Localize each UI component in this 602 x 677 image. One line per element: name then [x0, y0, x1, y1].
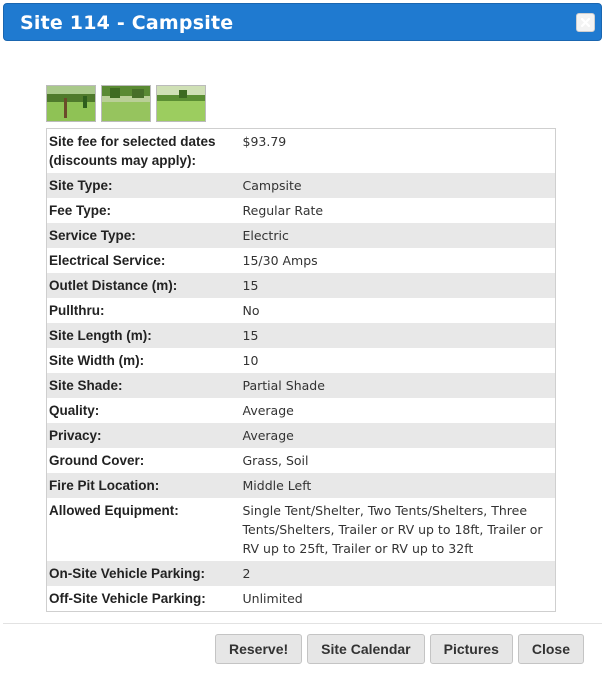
- dialog-buttons: [215, 634, 584, 664]
- detail-label: Ground Cover:: [49, 453, 145, 468]
- detail-row: [47, 348, 556, 373]
- detail-value: Electric: [242, 228, 289, 243]
- detail-value: Average: [242, 428, 294, 443]
- pictures-button[interactable]: Pictures: [430, 634, 513, 664]
- detail-value: Grass, Soil: [242, 453, 309, 468]
- detail-value: 15/30 Amps: [242, 253, 318, 268]
- close-icon[interactable]: [576, 13, 595, 32]
- detail-label: Pullthru:: [49, 303, 105, 318]
- reserve-button[interactable]: Reserve!: [215, 634, 302, 664]
- footer-divider: [3, 623, 602, 624]
- dialog-title: Site 114 - Campsite: [20, 12, 234, 34]
- detail-row: [47, 473, 556, 498]
- close-button[interactable]: Close: [518, 634, 584, 664]
- detail-label: Electrical Service:: [49, 253, 166, 268]
- dialog-titlebar[interactable]: [3, 3, 602, 41]
- detail-row: [47, 298, 556, 323]
- detail-value: Unlimited: [242, 591, 303, 606]
- detail-value: Average: [242, 403, 294, 418]
- site-calendar-button[interactable]: Site Calendar: [307, 634, 424, 664]
- detail-label: Site Shade:: [49, 378, 123, 393]
- detail-label: Quality:: [49, 403, 100, 418]
- detail-label: Service Type:: [49, 228, 136, 243]
- detail-row: [47, 248, 556, 273]
- detail-row: [47, 498, 556, 561]
- detail-value: No: [242, 303, 260, 318]
- detail-row: [47, 173, 556, 198]
- detail-value: Partial Shade: [242, 378, 325, 393]
- detail-value: Single Tent/Shelter, Two Tents/Shelters, Three Tents/Shelters, Trailer or RV up to 18ft, Trailer or RV up to 25ft, Trailer or RV up to 32ft: [242, 503, 543, 556]
- detail-row: [47, 448, 556, 473]
- detail-value: $93.79: [242, 134, 287, 149]
- detail-value: 15: [242, 278, 259, 293]
- detail-label: Site Type:: [49, 178, 113, 193]
- detail-row: [47, 398, 556, 423]
- site-details-table: [46, 128, 556, 612]
- detail-label: Site fee for selected dates (discounts may apply):: [49, 134, 216, 168]
- detail-value: Middle Left: [242, 478, 312, 493]
- detail-label: Privacy:: [49, 428, 102, 443]
- detail-value: Campsite: [242, 178, 302, 193]
- detail-row: [47, 273, 556, 298]
- detail-label: Fee Type:: [49, 203, 112, 218]
- detail-row: [47, 223, 556, 248]
- detail-row: [47, 423, 556, 448]
- campsite-photo-3[interactable]: [156, 85, 206, 122]
- detail-label: Site Length (m):: [49, 328, 152, 343]
- detail-value: Regular Rate: [242, 203, 324, 218]
- detail-label: Fire Pit Location:: [49, 478, 160, 493]
- detail-row: [47, 373, 556, 398]
- detail-row: [47, 323, 556, 348]
- detail-label: Off-Site Vehicle Parking:: [49, 591, 206, 606]
- photo-thumbnails: [46, 85, 206, 122]
- detail-row: [47, 198, 556, 223]
- detail-value: 10: [242, 353, 259, 368]
- campsite-photo-2[interactable]: [101, 85, 151, 122]
- detail-label: Outlet Distance (m):: [49, 278, 178, 293]
- detail-value: 2: [242, 566, 251, 581]
- detail-label: Allowed Equipment:: [49, 503, 179, 518]
- detail-label: Site Width (m):: [49, 353, 145, 368]
- detail-row: [47, 561, 556, 586]
- campsite-photo-1[interactable]: [46, 85, 96, 122]
- detail-value: 15: [242, 328, 259, 343]
- detail-row: [47, 586, 556, 612]
- detail-row: [47, 129, 556, 174]
- detail-label: On-Site Vehicle Parking:: [49, 566, 206, 581]
